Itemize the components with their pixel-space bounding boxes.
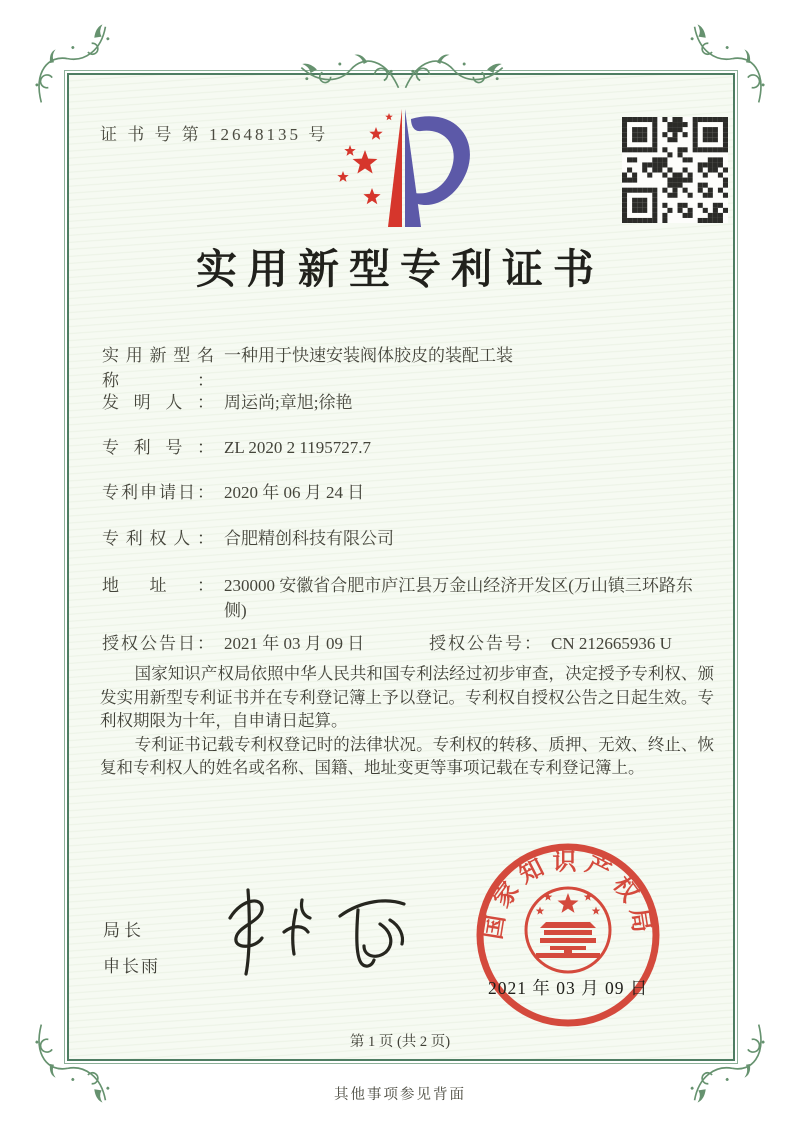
cnipa-official-seal-icon (470, 842, 666, 1030)
field-value: 一种用于快速安装阀体胶皮的装配工装 (224, 346, 513, 365)
director-title: 局长 (103, 921, 145, 940)
cnipa-patent-logo-icon (325, 103, 485, 233)
field-row-utility-model-name (102, 343, 718, 393)
legal-paragraph-2: 专利证书记载专利权登记时的法律状况。专利权的转移、质押、无效、终止、恢复和专利权人的姓名或名称、国籍、地址变更等事项记载在专利登记簿上。 (100, 734, 714, 777)
grant-number-value: CN 212665936 U (551, 634, 672, 653)
field-row-grant (102, 631, 718, 656)
certificate-fields (102, 343, 718, 688)
border-ornament-top-center-icon (294, 42, 404, 97)
field-value: 230000 安徽省合肥市庐江县万金山经济开发区(万山镇三环路东侧) (224, 576, 693, 620)
seal-date: 2021 年 03 月 09 日 (488, 978, 649, 998)
director-handwritten-signature-icon (212, 876, 428, 988)
field-label: 专利号： (102, 438, 214, 457)
field-row-filing-date (102, 480, 718, 505)
border-ornament-top-center-icon (400, 42, 510, 97)
field-label: 地址： (102, 576, 214, 595)
field-label: 实用新型名称： (102, 346, 214, 390)
field-row-patent-number (102, 435, 718, 460)
field-label: 专利权人： (102, 529, 214, 548)
qr-code (622, 117, 728, 223)
field-value: 合肥精创科技有限公司 (224, 529, 394, 548)
field-value: 2020 年 06 月 24 日 (224, 483, 365, 502)
grant-date-label: 授权公告日： (102, 634, 214, 653)
field-row-inventors (102, 390, 718, 415)
certificate-number: 证 书 号 第 12648135 号 (100, 125, 329, 144)
field-row-address (102, 573, 718, 623)
director-name: 申长雨 (103, 957, 160, 976)
field-label: 发明人： (102, 393, 214, 412)
grant-date-value: 2021 年 03 月 09 日 (224, 634, 365, 653)
field-row-patentee (102, 526, 718, 551)
field-value: ZL 2020 2 1195727.7 (224, 438, 372, 457)
page-number-footer: 第 1 页 (共 2 页) (349, 1034, 451, 1050)
legal-text-block (100, 662, 714, 780)
grant-number-label: 授权公告号： (429, 634, 541, 653)
certificate-title: 实用新型专利证书 (196, 246, 604, 292)
field-value: 周运尚;章旭;徐艳 (224, 393, 353, 412)
seal-text: 国家知识产权局 (480, 849, 656, 942)
field-label: 专利申请日： (102, 483, 214, 502)
see-back-note: 其他事项参见背面 (334, 1087, 466, 1103)
legal-paragraph-1: 国家知识产权局依照中华人民共和国专利法经过初步审查，决定授予专利权、颁发实用新型专利证书并在专利登记簿上予以登记。专利权自授权公告之日起生效。专利权期限为十年，自申请日起算。 (100, 664, 714, 730)
